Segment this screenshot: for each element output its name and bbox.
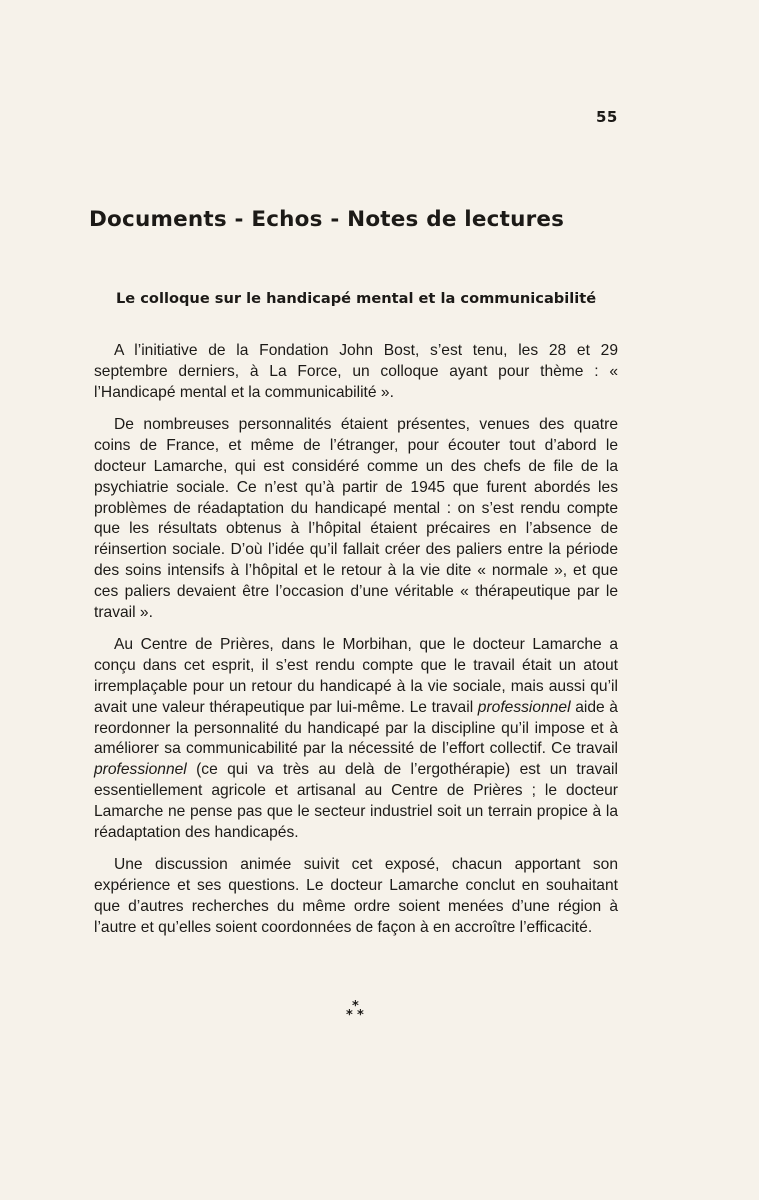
article-title: Le colloque sur le handicapé mental et la communicabilité xyxy=(116,290,597,307)
paragraph-4: Une discussion animée suivit cet exposé, chacun apportant son expérience et ses questions. Le docteur Lamarche conclut en souhaitant que d’autres recherches du même ordre soient menées d’une région à l’autre et qu’elles soient coordonnées de façon à en accroître l’efficacité. xyxy=(94,856,618,936)
paragraph-3-text-b: aide à reordonner la personnalité du handicapé par la discipline qu’il impose et à améliorer sa communicabilité par la nécessité de l’effort collectif. Ce travail xyxy=(94,698,618,758)
asterism-star-left: * xyxy=(346,1008,353,1023)
paragraph-2: De nombreuses personnalités étaient présentes, venues des quatre coins de France, et même de l’étranger, pour écouter tout d’abord le docteur Lamarche, qui est considéré comme un des chefs de file de la psychiatrie sociale. Ce n’est qu’à partir de 1945 que furent abordés les problèmes de réadaptation du handicapé mental : on s’est rendu compte que les résultats obtenus à l’hôpital étaient précaires en l’absence de réinsertion sociale. D’où l’idée qu’il fallait créer des paliers entre la période des soins intensifs à l’hôpital et le retour à la vie dite « normale », et que ces paliers devaient être l’occasion d’une véritable « thérapeutique par le travail ». xyxy=(94,416,618,621)
asterism-separator xyxy=(340,1000,374,1024)
paragraph-3-italic-b: professionnel xyxy=(94,761,187,779)
asterism-star-right: * xyxy=(357,1008,364,1023)
asterism-star-top: * xyxy=(352,999,359,1014)
article-body xyxy=(94,341,618,951)
paragraph-3-text-c: (ce qui va très au delà de l’ergothérapie) est un travail essentiellement agricole et artisanal au Centre de Prières ; le docteur Lamarche ne pense pas que le secteur industriel soit un terrain propice à la réadaptation des handicapés. xyxy=(94,761,618,841)
paragraph-3-text-a: Au Centre de Prières, dans le Morbihan, que le docteur Lamarche a conçu dans cet esprit, il s’est rendu compte que le travail était un atout irremplaçable pour un retour du handicapé à la vie sociale, mais aussi qu’il avait une valeur thérapeutique par lui-même. Le travail xyxy=(94,636,618,716)
paragraph-3-italic-a: professionnel xyxy=(477,698,571,716)
paragraph-3 xyxy=(94,635,618,843)
section-title: Documents - Echos - Notes de lectures xyxy=(89,207,565,232)
page-number: 55 xyxy=(596,108,618,126)
paragraph-1: A l’initiative de la Fondation John Bost, s’est tenu, les 28 et 29 septembre derniers, à La Force, un colloque ayant pour thème : « l’Handicapé mental et la communicabilité ». xyxy=(94,342,618,401)
